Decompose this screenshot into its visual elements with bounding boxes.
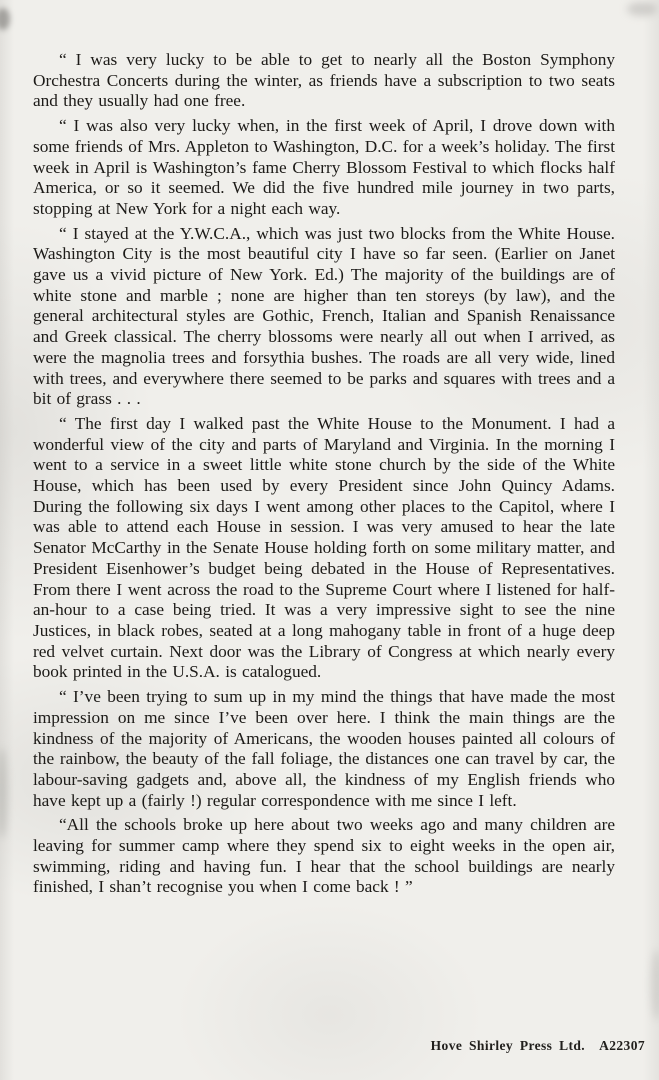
scan-smudge-right-low xyxy=(651,950,659,1020)
letter-paragraph-6: “All the schools broke up here about two weeks ago and many children are leaving for summer camp where they spend six to eight weeks in the open air, swimming, riding and having fun. I hear that the school buildings are nearly finished, I shan’t recognise you when I come back ! ” xyxy=(33,815,615,897)
printer-imprint xyxy=(431,1038,645,1054)
letter-paragraph-1: “ I was very lucky to be able to get to nearly all the Boston Symphony Orchestra Concerts during the winter, as friends have a subscription to two seats and they usually had one free. xyxy=(33,50,615,111)
letter-paragraph-3: “ I stayed at the Y.W.C.A., which was just two blocks from the White House. Washington City is the most beautiful city I have so far seen. (Earlier on Janet gave us a vivid picture of New York. Ed.) The majority of the buildings are of white stone and marble ; none are higher than ten storeys (by law), and the general architectural styles are Gothic, French, Italian and Spanish Renaissance and Greek classical. The cherry blossoms were nearly all out when I arrived, as were the magnolia trees and forsythia bushes. The roads are all very wide, lined with trees, and everywhere there seemed to be parks and squares with trees and a bit of grass . . . xyxy=(33,223,615,409)
scan-smudge-left-mid xyxy=(0,748,7,838)
letter-body xyxy=(33,50,615,902)
printer-name: Hove Shirley Press Ltd. xyxy=(430,1038,586,1053)
letter-paragraph-2: “ I was also very lucky when, in the first week of April, I drove down with some friends of Mrs. Appleton to Washington, D.C. for a week’s holiday. The first week in April is Washington’s fame Cherry Blossom Festival to which flocks half America, or so it seemed. We did the five hundred mile journey in two parts, stopping at New York for a night each way. xyxy=(33,116,615,218)
print-code: A22307 xyxy=(599,1038,645,1053)
scan-smudge-top-right xyxy=(627,2,657,16)
letter-paragraph-4: “ The first day I walked past the White House to the Monument. I had a wonderful view of the city and parts of Maryland and Virginia. In the morning I went to a service in a sweet little white stone church by the side of the White House, which has been used by every President since John Quincy Adams. During the following six days I went among other places to the Capitol, where I was able to attend each House in session. I was very amused to hear the late Senator McCarthy in the Senate House holding forth on some military matter, and President Eisenhower’s budget being debated in the House of Representatives. From there I went across the road to the Supreme Court where I listened for half-an-hour to a case being tried. It was a very impressive sight to see the nine Justices, in black robes, seated at a long mahogany table in front of a huge deep red velvet curtain. Next door was the Library of Congress at which nearly every book printed in the U.S.A. is catalogued. xyxy=(33,413,615,682)
scan-smudge-top-left xyxy=(0,8,10,30)
letter-paragraph-5: “ I’ve been trying to sum up in my mind the things that have made the most impression on me since I’ve been over here. I think the main things are the kindness of the majority of Americans, the wooden houses painted all colours of the rainbow, the beauty of the fall foliage, the distances one can travel by car, the labour-saving gadgets and, above all, the kindness of my English friends who have kept up a (fairly !) regular correspondence with me since I left. xyxy=(33,687,615,810)
